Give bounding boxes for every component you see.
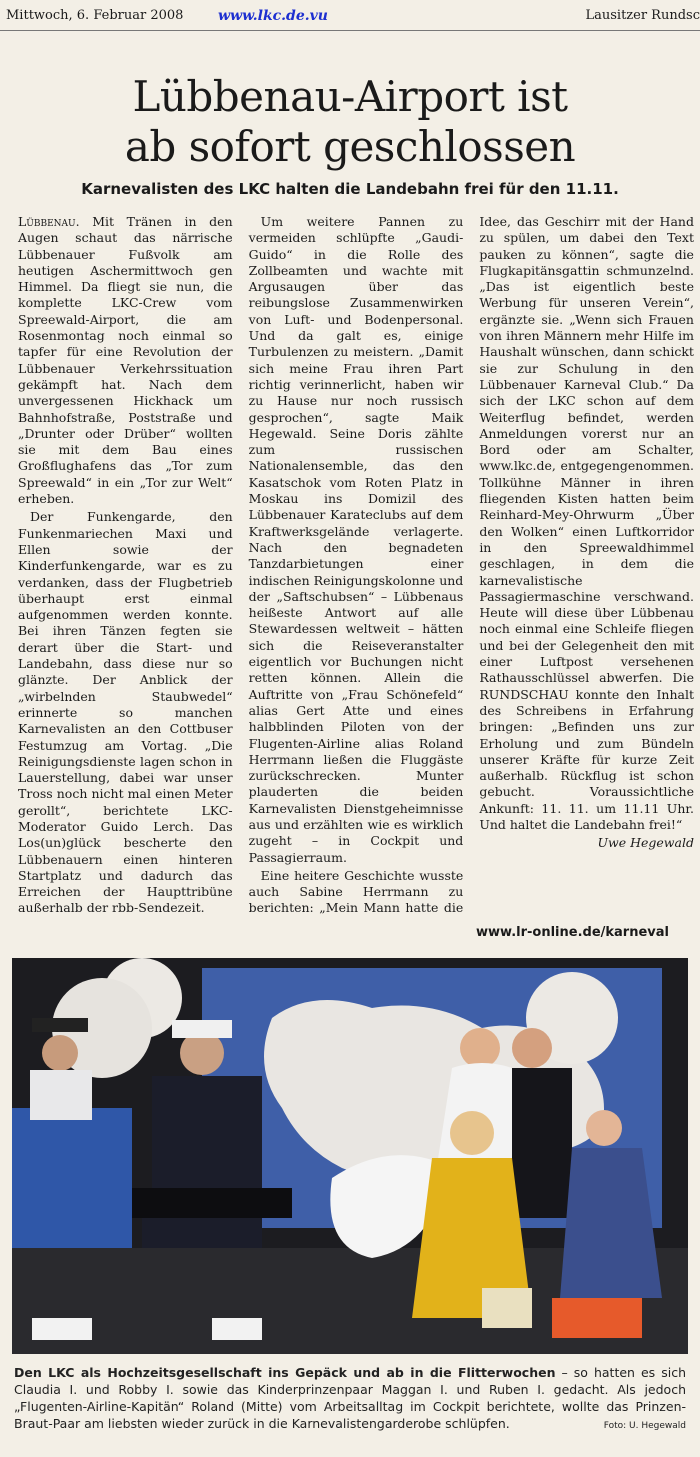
pilot-cap-white: [172, 1020, 232, 1038]
bride-head: [460, 1028, 500, 1068]
stage-photo-illustration: [12, 958, 688, 1354]
prince-stool: [552, 1298, 642, 1338]
caption-text: – so hatten es sich Claudia I. und Robby I. sowie das Kinderprinzenpaar Maggan I. und Ruben I. gedacht. Als jedoch „Flugenten-Airline-Kapitän“ Roland (Mitte) vom Arbeitsalltag im Cockpit berichtete, wollte das Prinzen-Braut-Paar am liebsten wieder zurück in die Karnevalistengarderobe schlüpfen.: [14, 1365, 686, 1431]
groom-head: [512, 1028, 552, 1068]
article-paragraph: Um weitere Pannen zu vermeiden schlüpfte „Gaudi-Guido“ in die Rolle des Zollbeamten und wachte mit Argusaugen über das reibungslose Zusammenwirken von Luft- und Bodenpersonal. Und da galt es, einige Turbulenzen zu meistern. „Damit sich meine Frau ihren Part richtig verinnerlicht, haben wir zu Hause nur noch russisch gesprochen“, sagte Maik Hegewald. Seine Doris zählte zum russischen Nationalensemble, das den Kasatschok vom Roten Platz in Moskau ins Domizil des Lübbenauer Karateclubs auf dem Kraftwerksgelände verlagerte. Nach den begnadeten Tanzdarbietungen einer indischen Reinigungskolonne und der „Saftschubsen“ – Lübbenaus heißeste Antwort auf alle Stewardessen weltweit – hätten sich die Reiseveranstalter eigentlich vor Buchungen nicht retten können. Allein die Auftritte von „Frau Schönefeld“ alias Gert Atte und eines halbblinden Piloten von der Flugenten-Airline alias Roland Herrmann ließen die Fluggäste zurückschrecken. Munter plauderten die beiden Karnevalisten Dienstgeheimnisse aus und erzählten wie es wirklich zugeht – in Cockpit und Passagierraum.: [248, 214, 464, 865]
blue-table: [12, 1108, 132, 1248]
subheadline: Karnevalisten des LKC halten die Landebahn frei für den 11.11.: [81, 180, 619, 198]
sneaker-left: [32, 1318, 92, 1340]
sneaker-right: [212, 1318, 262, 1340]
dateline: Lübbenau.: [18, 214, 80, 229]
headline-line-1: Lübbenau-Airport ist: [132, 72, 568, 121]
article-paragraph: Der Funkengarde, den Funkenmariechen Maxi und Ellen sowie der Kinderfunkengarde, war es zu verdanken, dass der Flugbetrieb überhaupt erst einmal aufgenommen werden konnte. Bei ihren Tänzen fegten sie derart über die Start- und Landebahn, dass diese nur so glänzte. Der Anblick der „wirbelnden Staubwedel“ erinnerte so manchen Karnevalisten an den Cottbuser Festumzug am Vortag. „Die Reinigungsdienste lagen schon in Lauerstellung, dabei war unser Tross noch nicht mal einen Meter gerollt“, berichtete LKC-Moderator Guido Lerch. Das Los(un)glück bescherte den Lübbenauern einen hinteren Startplatz und dadurch das Erreichen der Haupttribüne außerhalb der rbb-Sendezeit.: [18, 509, 233, 916]
headline-line-2: ab sofort geschlossen: [124, 122, 576, 171]
groom-suit: [512, 1068, 572, 1218]
paragraph-text: Mit Tränen in den Augen schaut das närrische Lübbenauer Fußvolk am heutigen Aschermittwoch gen Himmel. Da fliegt sie nun, die komplette LKC-Crew vom Spreewald-Airport, die am Rosenmontag noch einmal so tapfer für eine Revolution der Lübbenauer Verkehrssituation gekämpft hat. Nach dem unvergessenen Hickhack um Bahnhofstraße, Poststraße und „Drunter oder Drüber“ wollten sie mit dem Bau eines Großflughafens das „Tor zum Spreewald“ in ein „Tor zur Welt“ erheben.: [18, 214, 233, 507]
headline: [0, 72, 700, 172]
princess-stool: [482, 1288, 532, 1328]
web-link[interactable]: www.lr-online.de/karneval: [476, 925, 669, 940]
chair: [132, 1188, 292, 1218]
photo-caption: [14, 1364, 686, 1435]
article-paragraph: [18, 214, 233, 507]
author-signature: Uwe Hegewald: [597, 835, 694, 851]
pilot-uniform: [152, 1076, 262, 1206]
child-prince-head: [586, 1110, 622, 1146]
article-paragraph: Eine heitere Geschichte wusste auch Sabine Herrmann zu berichten: „Mein Mann hatte die Idee, das Geschirr mit der Hand zu spülen, um dabei den Text pauken zu können“, sagte die Flugkapitänsgattin schmunzelnd. „Das ist eigentlich beste Werbung für unseren Verein“, ergänzte sie. „Wenn sich Frauen von ihren Männern mehr Hilfe im Haushalt wünschen, dann schickt sie zur Schulung in den Lübbenauer Karneval Club.“ Da sich der LKC schon auf dem Weiterflug befindet, werden Anmeldungen vorerst nur an Bord oder am Schalter, www.lkc.de, entgegengenommen. Tollkühne Männer in ihren fliegenden Kisten hatten beim Reinhard-Mey-Ohrwurm „Über den Wolken“ einen Luftkorridor in den Spreewaldhimmel geschlagen, in dem die karnevalistische Passagiermaschine verschwand. Heute will diese über Lübbenau noch einmal eine Schleife fliegen und bei der Gelegenheit den mit einer Luftpost versehenen Rathausschlüssel abwerfen. Die RUNDSCHAU konnte den Inhalt des Schreibens in Erfahrung bringen: „Befinden uns zur Erholung und zum Bündeln unserer Kräfte für kurze Zeit außerhalb. Rückflug ist schon gebucht. Voraussichtliche Ankunft: 11. 11. um 11.11 Uhr. Und haltet die Landebahn frei!“: [248, 214, 694, 916]
child-princess-head: [450, 1111, 494, 1155]
person-left-head: [42, 1035, 78, 1071]
club-url[interactable]: www.lkc.de.vu: [218, 8, 328, 24]
issue-date: Mittwoch, 6. Februar 2008: [6, 8, 184, 23]
caption-lead: Den LKC als Hochzeitsgesellschaft ins Gepäck und ab in die Flitterwochen: [14, 1365, 556, 1380]
person-left-shirt: [30, 1070, 92, 1120]
article-body: [18, 214, 694, 926]
pilot-cap: [32, 1018, 88, 1032]
newspaper-name: Lausitzer Rundsc: [585, 8, 700, 23]
page-header: [0, 0, 700, 31]
event-photo: [12, 958, 688, 1354]
photo-credit: Foto: U. Hegewald: [603, 1421, 686, 1431]
